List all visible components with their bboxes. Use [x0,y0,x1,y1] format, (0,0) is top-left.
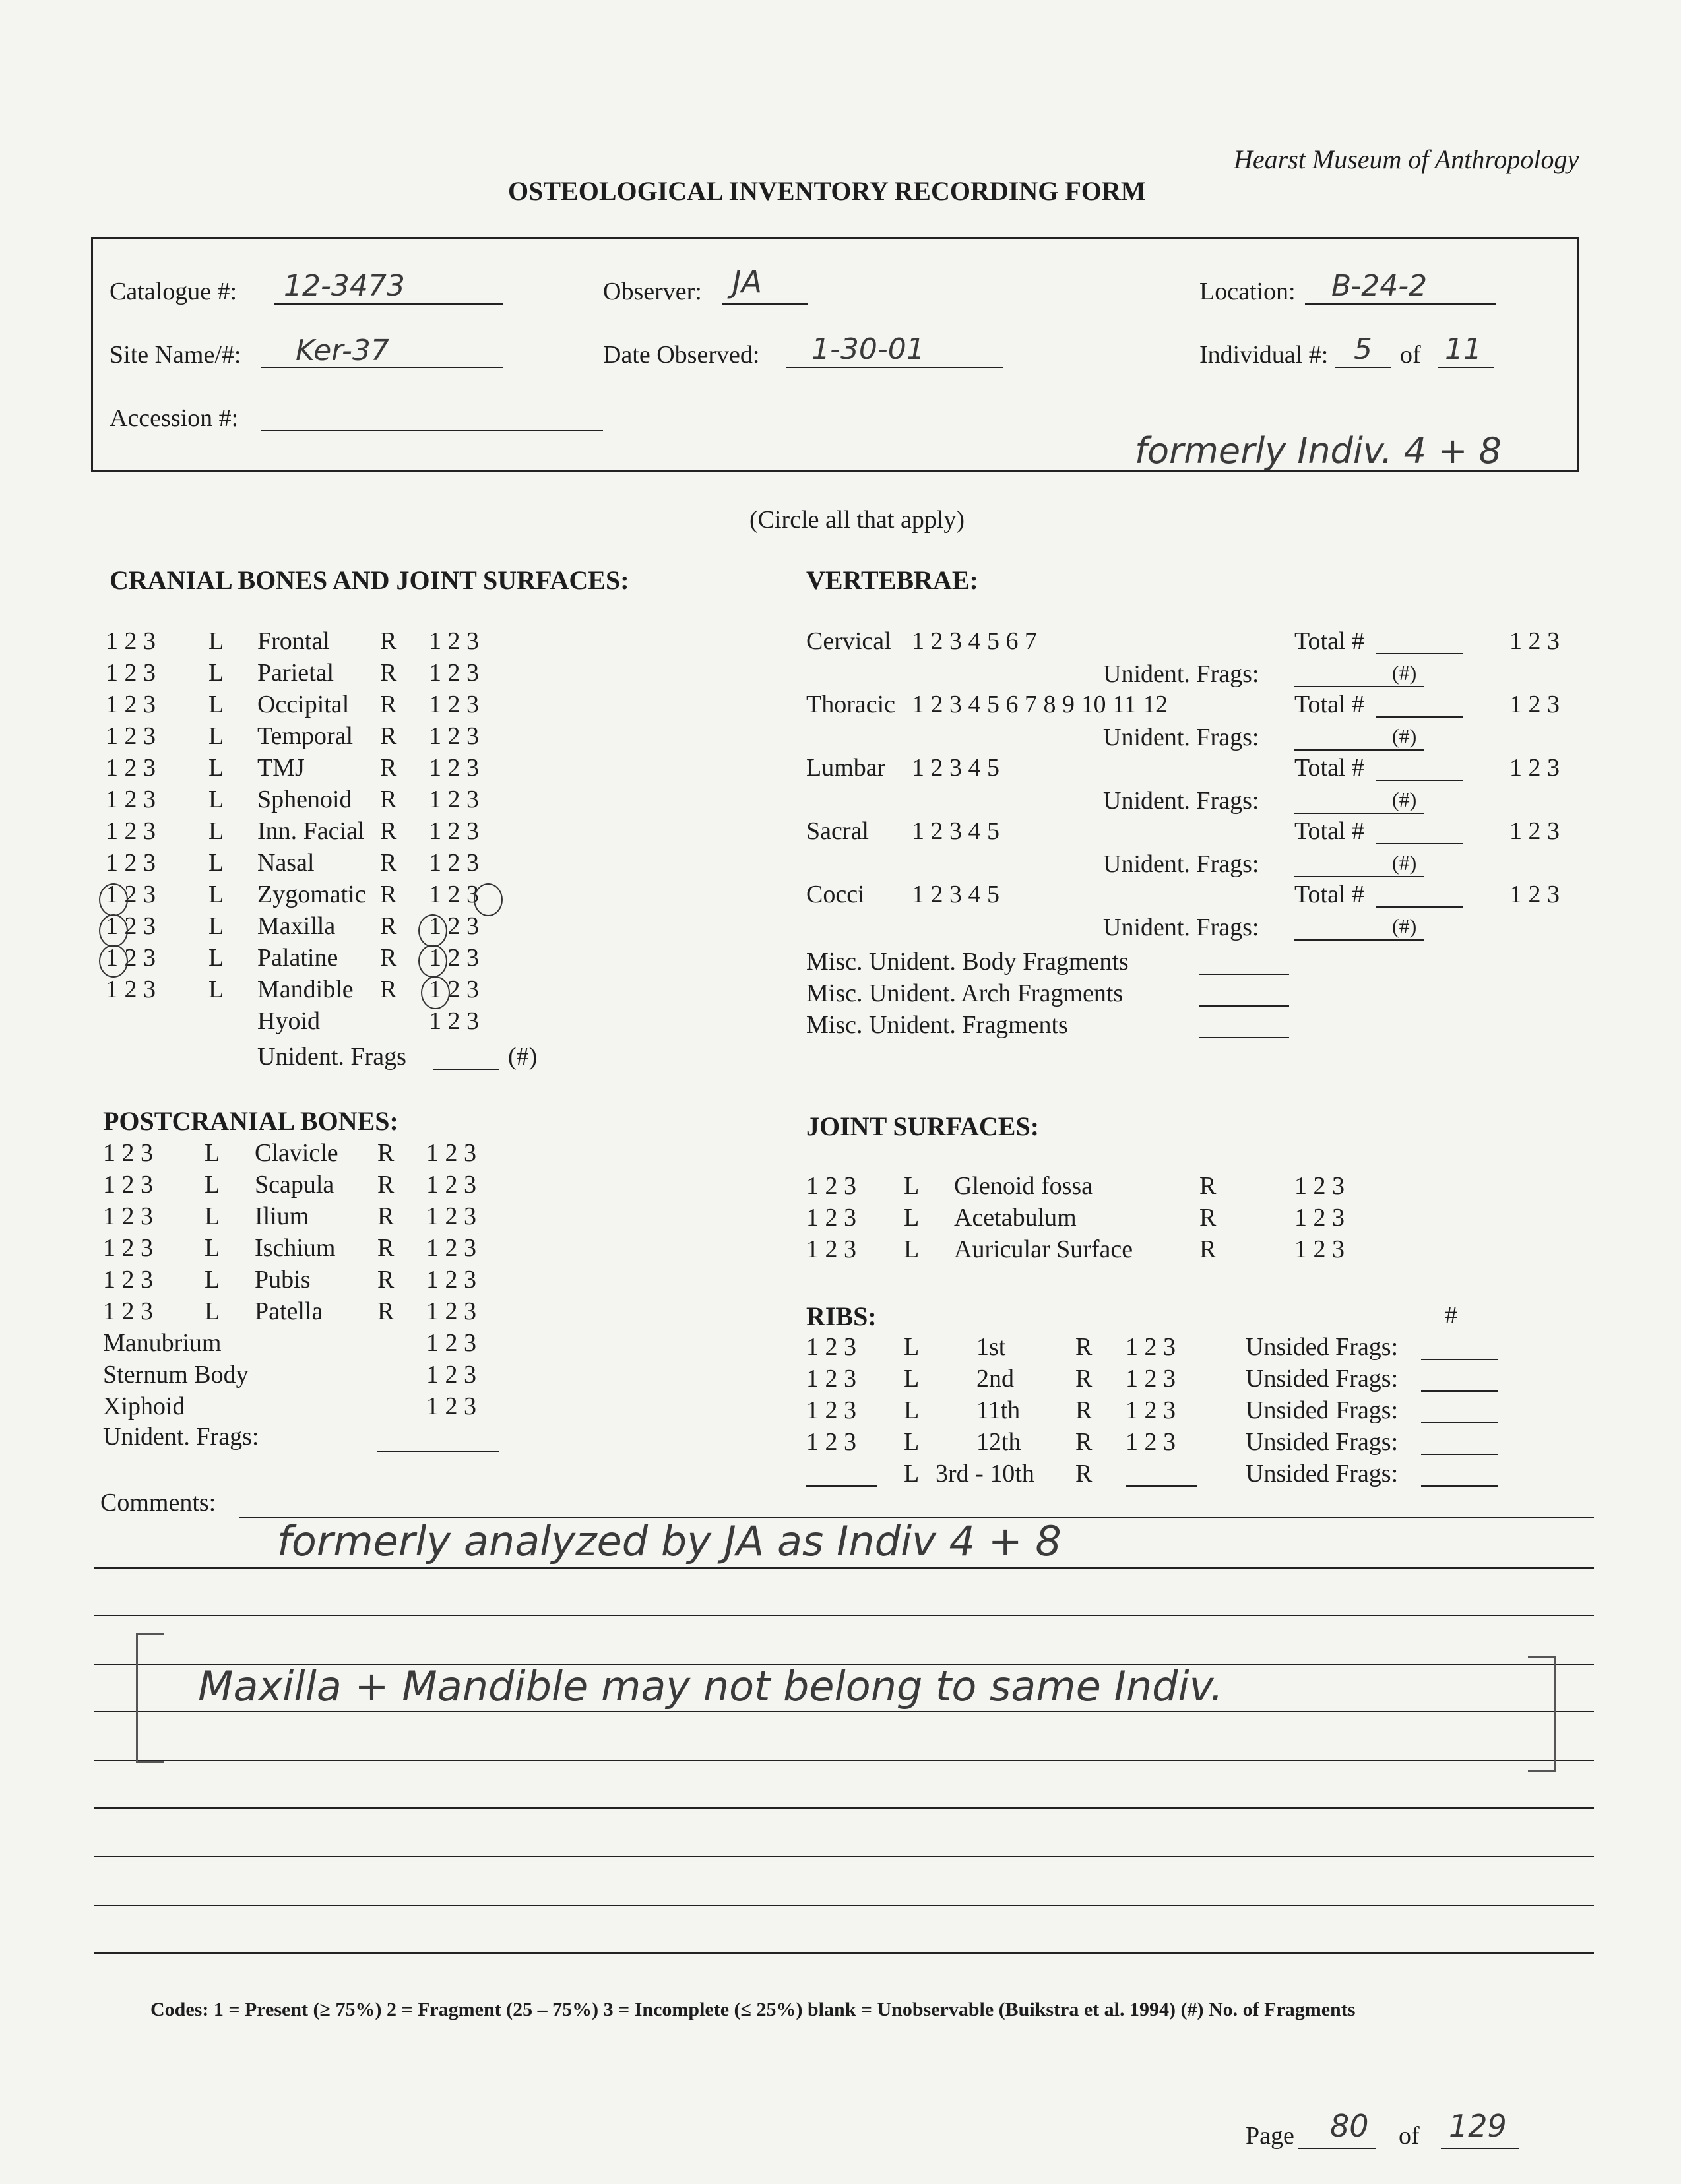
axial-bone-name: Manubrium [103,1329,222,1357]
cranial-left-scores[interactable]: 1 2 3 [106,944,156,972]
joint-right-scores[interactable]: 1 2 3 [1294,1172,1345,1200]
rib-right-scores[interactable]: 1 2 3 [1126,1428,1176,1456]
postcranial-left-scores[interactable]: 1 2 3 [103,1171,153,1199]
cranial-right-scores[interactable]: 1 2 3 [429,912,479,940]
cranial-bone-name: Maxilla [257,912,336,940]
vertebra-frag-mark: (#) [1392,914,1417,938]
circle-mark-maxilla-l1 [99,914,128,947]
circle-mark-zygomatic-r3 [474,883,503,916]
rib-unsided-field[interactable] [1421,1422,1498,1423]
vertebra-scores[interactable]: 1 2 3 [1509,817,1560,845]
individual-total-field[interactable] [1438,367,1494,368]
rib-right-side: R [1075,1333,1093,1361]
vertebra-total-label: Total # [1294,691,1365,718]
postcranial-left-scores[interactable]: 1 2 3 [103,1297,153,1325]
cranial-right-scores[interactable]: 1 2 3 [429,881,479,908]
vertebra-numbers[interactable]: 1 2 3 4 5 6 7 8 9 10 11 12 [912,691,1168,718]
cranial-right-side: R [380,944,397,972]
rib-left-side: L [904,1396,920,1424]
vertebra-unident-field[interactable] [1294,749,1424,751]
ribs-hash: # [1445,1301,1457,1329]
misc-fragment-label: Misc. Unident. Fragments [806,1011,1068,1039]
cranial-left-side: L [208,881,224,908]
circle-mark-zygomatic-l1 [99,883,128,916]
cranial-left-side: L [208,786,224,813]
rib-right-side: R [1075,1396,1093,1424]
comment-bracket-right [1528,1656,1556,1772]
ribs-table [806,1332,1565,1497]
cranial-table [106,627,567,1088]
vertebra-unident-label: Unident. Frags: [1103,850,1259,878]
cranial-left-side: L [208,912,224,940]
rib-right-scores[interactable]: 1 2 3 [1126,1365,1176,1392]
cranial-left-scores[interactable]: 1 2 3 [106,659,156,687]
cranial-right-scores[interactable]: 1 2 3 [429,627,479,655]
comment-line[interactable] [94,1615,1594,1616]
vertebra-numbers[interactable]: 1 2 3 4 5 [912,881,999,908]
comment-line[interactable] [94,1952,1594,1954]
vertebra-total-field[interactable] [1376,906,1463,908]
cranial-unident-field[interactable] [433,1069,499,1070]
cranial-right-scores[interactable]: 1 2 3 [429,691,479,718]
vertebra-group-name: Cervical [806,627,891,655]
comment-line[interactable] [94,1856,1594,1857]
page-number-field[interactable] [1298,2148,1376,2149]
postcranial-bone-name: Scapula [255,1171,334,1199]
location-value: B-24-2 [1331,269,1428,303]
cranial-right-scores[interactable]: 1 2 3 [429,849,479,877]
postcranial-bone-name: Pubis [255,1266,311,1294]
postcranial-right-side: R [377,1171,395,1199]
comment-line[interactable] [94,1567,1594,1569]
vertebra-total-field[interactable] [1376,653,1463,654]
axial-scores[interactable]: 1 2 3 [426,1361,476,1388]
circle-instruction: (Circle all that apply) [749,506,965,534]
vertebra-total-label: Total # [1294,754,1365,782]
postcranial-heading: POSTCRANIAL BONES: [103,1106,398,1136]
joint-right-side: R [1199,1204,1217,1232]
cranial-right-scores[interactable]: 1 2 3 [429,754,479,782]
accession-field[interactable] [261,430,603,431]
postcranial-left-scores[interactable]: 1 2 3 [103,1202,153,1230]
postcranial-right-scores[interactable]: 1 2 3 [426,1171,476,1199]
header-note: formerly Indiv. 4 + 8 [1135,430,1502,472]
joint-left-side: L [904,1172,920,1200]
cranial-left-side: L [208,627,224,655]
vertebrae-misc [806,947,1334,1046]
cranial-left-side: L [208,944,224,972]
vertebra-unident-label: Unident. Frags: [1103,660,1259,688]
comment-line[interactable] [94,1807,1594,1809]
postcranial-bone-name: Ilium [255,1202,309,1230]
postcranial-right-side: R [377,1234,395,1262]
rib-left-side: L [904,1333,920,1361]
rib-range-left-field[interactable] [806,1485,877,1487]
vertebra-total-label: Total # [1294,627,1365,655]
vertebra-group-name: Sacral [806,817,869,845]
joint-left-scores[interactable]: 1 2 3 [806,1235,856,1263]
postcranial-unident-label: Unident. Frags: [103,1423,259,1451]
cranial-right-side: R [380,786,397,813]
rib-range-unsided-field[interactable] [1421,1485,1498,1487]
page-total-field[interactable] [1441,2148,1519,2149]
cranial-bone-name: Occipital [257,691,350,718]
vertebra-frag-mark: (#) [1392,851,1417,875]
cranial-bone-name: Zygomatic [257,881,366,908]
cranial-right-side: R [380,722,397,750]
ribs-heading: RIBS: [806,1301,877,1331]
date-field[interactable] [786,367,1003,368]
cranial-bone-name: Mandible [257,976,354,1003]
vertebra-frag-mark: (#) [1392,661,1417,685]
axial-bone-name: Xiphoid [103,1392,185,1420]
cranial-right-scores[interactable]: 1 2 3 [429,944,479,972]
cranial-bone-name: TMJ [257,754,305,782]
postcranial-left-side: L [205,1202,220,1230]
rib-name: 11th [976,1396,1021,1424]
cranial-left-scores[interactable]: 1 2 3 [106,849,156,877]
vertebra-scores[interactable]: 1 2 3 [1509,881,1560,908]
axial-table [103,1328,512,1427]
cranial-right-scores[interactable]: 1 2 3 [429,1007,479,1035]
cranial-right-side: R [380,754,397,782]
catalogue-value: 12-3473 [284,269,405,303]
joint-name: Glenoid fossa [954,1172,1093,1200]
cranial-left-scores[interactable]: 1 2 3 [106,722,156,750]
cranial-left-scores[interactable]: 1 2 3 [106,881,156,908]
rib-left-scores[interactable]: 1 2 3 [806,1396,856,1424]
vertebrae-table [806,627,1598,943]
cranial-right-scores[interactable]: 1 2 3 [429,659,479,687]
postcranial-bone-name: Patella [255,1297,323,1325]
cranial-right-scores[interactable]: 1 2 3 [429,817,479,845]
postcranial-left-side: L [205,1234,220,1262]
vertebra-total-field[interactable] [1376,780,1463,781]
axial-scores[interactable]: 1 2 3 [426,1392,476,1420]
cranial-left-scores[interactable]: 1 2 3 [106,627,156,655]
comment-bracket-left [136,1633,164,1763]
cranial-bone-name: Parietal [257,659,334,687]
rib-unsided-field[interactable] [1421,1359,1498,1360]
vertebra-frag-mark: (#) [1392,724,1417,748]
vertebra-group-name: Cocci [806,881,865,908]
accession-label: Accession #: [110,404,239,432]
observer-value: JA [732,264,763,299]
cranial-left-side: L [208,659,224,687]
postcranial-left-side: L [205,1171,220,1199]
cranial-bone-name: Inn. Facial [257,817,365,845]
vertebra-numbers[interactable]: 1 2 3 4 5 [912,817,999,845]
individual-total: 11 [1445,332,1482,366]
cranial-right-side: R [380,881,397,908]
catalogue-label: Catalogue #: [110,278,238,305]
cranial-right-scores[interactable]: 1 2 3 [429,976,479,1003]
misc-fragment-label: Misc. Unident. Body Fragments [806,948,1129,976]
joint-left-side: L [904,1235,920,1263]
vertebra-unident-field[interactable] [1294,686,1424,687]
vertebra-total-field[interactable] [1376,843,1463,844]
comment-handwritten-2: Maxilla + Mandible may not belong to same Indiv. [198,1662,1224,1710]
cranial-right-scores[interactable]: 1 2 3 [429,722,479,750]
postcranial-right-side: R [377,1266,395,1294]
cranial-right-side: R [380,849,397,877]
vertebra-unident-field[interactable] [1294,813,1424,814]
joint-left-scores[interactable]: 1 2 3 [806,1204,856,1232]
catalogue-field[interactable] [274,303,503,305]
vertebra-numbers[interactable]: 1 2 3 4 5 [912,754,999,782]
cranial-left-scores[interactable]: 1 2 3 [106,912,156,940]
cranial-heading: CRANIAL BONES AND JOINT SURFACES: [110,565,629,595]
rib-right-side: R [1075,1365,1093,1392]
rib-range-name: 3rd - 10th [936,1460,1034,1487]
page-label: Page [1246,2122,1294,2150]
rib-unsided-label: Unsided Frags: [1246,1365,1399,1392]
axial-bone-name: Sternum Body [103,1361,249,1388]
postcranial-left-scores[interactable]: 1 2 3 [103,1266,153,1294]
misc-fragment-field[interactable] [1199,1037,1289,1038]
date-label: Date Observed: [603,341,760,369]
rib-left-scores[interactable]: 1 2 3 [806,1365,856,1392]
cranial-right-side: R [380,912,397,940]
rib-unsided-label: Unsided Frags: [1246,1396,1399,1424]
postcranial-right-scores[interactable]: 1 2 3 [426,1202,476,1230]
misc-fragment-field[interactable] [1199,1005,1289,1007]
codes-legend: Codes: 1 = Present (≥ 75%) 2 = Fragment (25 – 75%) 3 = Incomplete (≤ 25%) blank = Unobservable (Buikstra et al. 1994) (#) No. of Fragments [150,1999,1356,2020]
cranial-bone-name: Hyoid [257,1007,320,1035]
joint-heading: JOINT SURFACES: [806,1111,1040,1141]
date-value: 1-30-01 [811,332,925,366]
postcranial-bone-name: Ischium [255,1234,336,1262]
joint-right-scores[interactable]: 1 2 3 [1294,1235,1345,1263]
vertebra-total-label: Total # [1294,881,1365,908]
cranial-left-scores[interactable]: 1 2 3 [106,976,156,1003]
comment-line[interactable] [94,1760,1594,1761]
rib-name: 2nd [976,1365,1014,1392]
circle-mark-palatine-r1 [418,945,447,978]
rib-name: 12th [976,1428,1021,1456]
postcranial-table [103,1139,512,1336]
observer-field[interactable] [722,303,808,305]
cranial-left-scores[interactable]: 1 2 3 [106,817,156,845]
vertebra-unident-field[interactable] [1294,876,1424,877]
rib-right-scores[interactable]: 1 2 3 [1126,1396,1176,1424]
postcranial-left-scores[interactable]: 1 2 3 [103,1139,153,1167]
rib-left-side: L [904,1365,920,1392]
postcranial-left-side: L [205,1139,220,1167]
postcranial-right-side: R [377,1139,395,1167]
individual-value: 5 [1354,332,1372,366]
rib-unsided-label: Unsided Frags: [1246,1333,1399,1361]
vertebra-total-label: Total # [1294,817,1365,845]
rib-range-left-side: L [904,1460,920,1487]
cranial-left-side: L [208,817,224,845]
rib-range-right-side: R [1075,1460,1093,1487]
joint-left-scores[interactable]: 1 2 3 [806,1172,856,1200]
location-label: Location: [1199,278,1296,305]
cranial-left-side: L [208,849,224,877]
comment-handwritten-1: formerly analyzed by JA as Indiv 4 + 8 [277,1517,1062,1565]
comment-line[interactable] [94,1711,1594,1712]
page-of: of [1399,2122,1420,2150]
rib-unsided-field[interactable] [1421,1390,1498,1392]
cranial-left-scores[interactable]: 1 2 3 [106,786,156,813]
vertebra-scores[interactable]: 1 2 3 [1509,627,1560,655]
vertebra-scores[interactable]: 1 2 3 [1509,691,1560,718]
form-title: OSTEOLOGICAL INVENTORY RECORDING FORM [508,176,1146,206]
cranial-right-scores[interactable]: 1 2 3 [429,786,479,813]
rib-left-scores[interactable]: 1 2 3 [806,1428,856,1456]
cranial-unident-label: Unident. Frags [257,1043,406,1071]
vertebra-numbers[interactable]: 1 2 3 4 5 6 7 [912,627,1037,655]
cranial-right-side: R [380,691,397,718]
joint-name: Acetabulum [954,1204,1077,1232]
page-number: 80 [1330,2108,1369,2144]
institution-name: Hearst Museum of Anthropology [1234,144,1579,174]
circle-mark-maxilla-r1 [418,914,447,947]
individual-of: of [1400,341,1421,369]
vertebra-unident-field[interactable] [1294,939,1424,941]
joint-right-scores[interactable]: 1 2 3 [1294,1204,1345,1232]
misc-fragment-label: Misc. Unident. Arch Fragments [806,980,1124,1007]
cranial-bone-name: Sphenoid [257,786,352,813]
circle-mark-palatine-l1 [99,945,128,978]
axial-scores[interactable]: 1 2 3 [426,1329,476,1357]
vertebra-group-name: Thoracic [806,691,896,718]
observer-label: Observer: [603,278,702,305]
rib-range-unsided-label: Unsided Frags: [1246,1460,1399,1487]
cranial-left-side: L [208,722,224,750]
rib-unsided-field[interactable] [1421,1454,1498,1455]
comment-line[interactable] [94,1905,1594,1906]
location-field[interactable] [1305,303,1496,305]
joint-right-side: R [1199,1172,1217,1200]
cranial-left-side: L [208,691,224,718]
vertebra-total-field[interactable] [1376,716,1463,718]
joint-table [806,1171,1400,1270]
cranial-frag-mark: (#) [508,1043,538,1071]
vertebra-unident-label: Unident. Frags: [1103,724,1259,751]
page-total: 129 [1449,2108,1507,2144]
vertebra-frag-mark: (#) [1392,788,1417,811]
rib-name: 1st [976,1333,1006,1361]
cranial-right-side: R [380,627,397,655]
site-label: Site Name/#: [110,341,241,369]
joint-name: Auricular Surface [954,1235,1133,1263]
cranial-bone-name: Palatine [257,944,338,972]
postcranial-right-side: R [377,1297,395,1325]
cranial-right-side: R [380,659,397,687]
postcranial-right-scores[interactable]: 1 2 3 [426,1139,476,1167]
cranial-left-scores[interactable]: 1 2 3 [106,691,156,718]
cranial-right-side: R [380,976,397,1003]
postcranial-right-side: R [377,1202,395,1230]
cranial-bone-name: Nasal [257,849,315,877]
site-value: Ker-37 [296,334,389,367]
vertebra-scores[interactable]: 1 2 3 [1509,754,1560,782]
individual-label: Individual #: [1199,341,1329,369]
vertebra-unident-label: Unident. Frags: [1103,914,1259,941]
joint-left-side: L [904,1204,920,1232]
vertebra-group-name: Lumbar [806,754,886,782]
joint-right-side: R [1199,1235,1217,1263]
cranial-left-side: L [208,976,224,1003]
cranial-bone-name: Frontal [257,627,330,655]
rib-left-scores[interactable]: 1 2 3 [806,1333,856,1361]
postcranial-left-side: L [205,1297,220,1325]
circle-mark-mandible-r1 [421,976,450,1009]
vertebrae-heading: VERTEBRAE: [806,565,978,595]
postcranial-right-scores[interactable]: 1 2 3 [426,1266,476,1294]
individual-field[interactable] [1335,367,1391,368]
postcranial-right-scores[interactable]: 1 2 3 [426,1297,476,1325]
rib-right-scores[interactable]: 1 2 3 [1126,1333,1176,1361]
rib-range-right-field[interactable] [1126,1485,1197,1487]
postcranial-bone-name: Clavicle [255,1139,338,1167]
rib-left-side: L [904,1428,920,1456]
postcranial-right-scores[interactable]: 1 2 3 [426,1234,476,1262]
rib-unsided-label: Unsided Frags: [1246,1428,1399,1456]
rib-right-side: R [1075,1428,1093,1456]
postcranial-left-side: L [205,1266,220,1294]
postcranial-left-scores[interactable]: 1 2 3 [103,1234,153,1262]
comments-label: Comments: [100,1489,216,1516]
cranial-bone-name: Temporal [257,722,354,750]
misc-fragment-field[interactable] [1199,974,1289,975]
cranial-right-side: R [380,817,397,845]
postcranial-unident-field[interactable] [377,1451,499,1452]
cranial-left-scores[interactable]: 1 2 3 [106,754,156,782]
vertebra-unident-label: Unident. Frags: [1103,787,1259,815]
cranial-left-side: L [208,754,224,782]
